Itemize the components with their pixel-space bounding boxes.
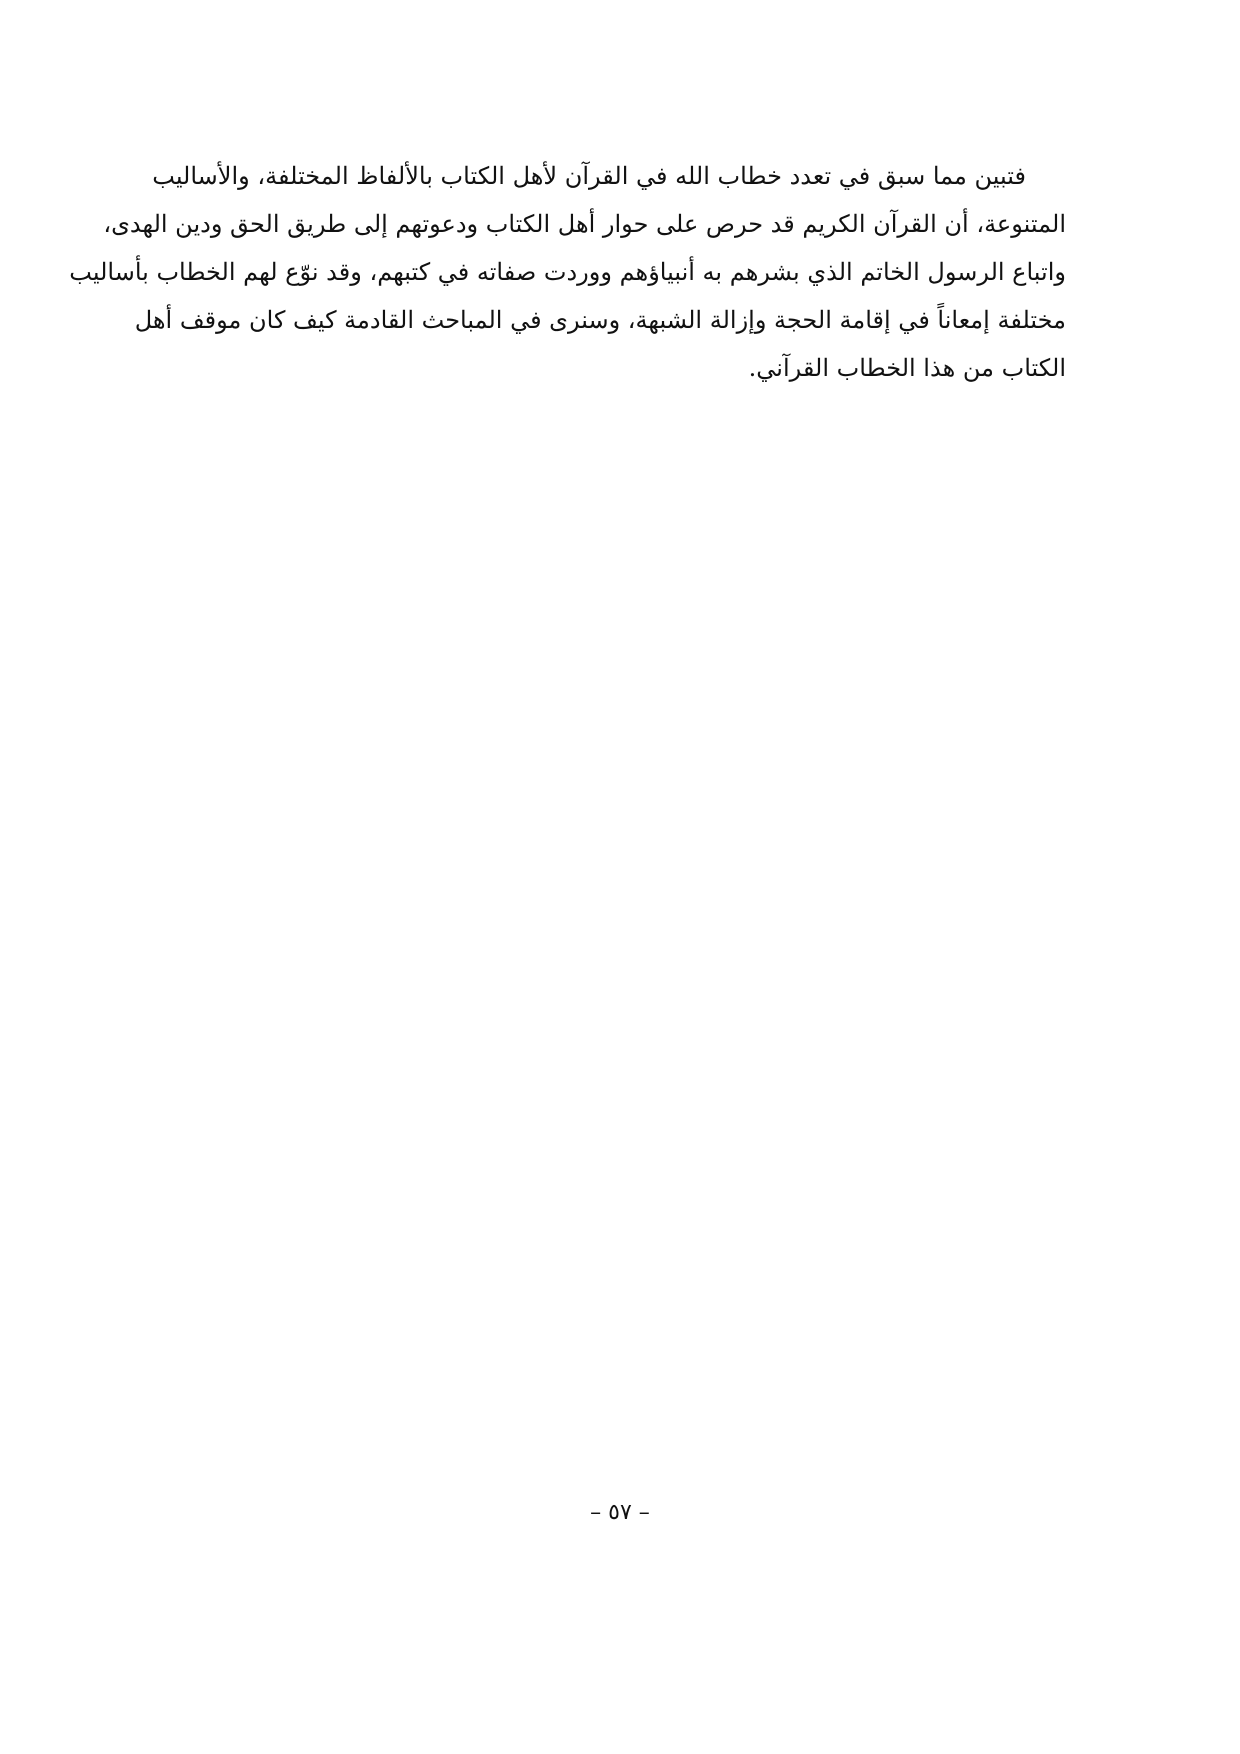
paragraph-line: المتنوعة، أن القرآن الكريم قد حرص على حوار أهل الكتاب ودعوتهم إلى طريق الحق ودين الهدى، (103, 210, 1066, 238)
body-paragraph (69, 152, 1066, 392)
paragraph-line: فتبين مما سبق في تعدد خطاب الله في القرآن لأهل الكتاب بالألفاظ المختلفة، والأساليب (152, 162, 1026, 190)
paragraph-line: مختلفة إمعاناً في إقامة الحجة وإزالة الشبهة، وسنرى في المباحث القادمة كيف كان موقف أهل (134, 306, 1066, 334)
page-number: – ٥٧ – (590, 1500, 650, 1525)
paragraph-line: الكتاب من هذا الخطاب القرآني. (748, 354, 1066, 382)
paragraph-line: واتباع الرسول الخاتم الذي بشرهم به أنبياؤهم ووردت صفاته في كتبهم، وقد نوّع لهم الخطاب بأساليب (69, 258, 1066, 286)
